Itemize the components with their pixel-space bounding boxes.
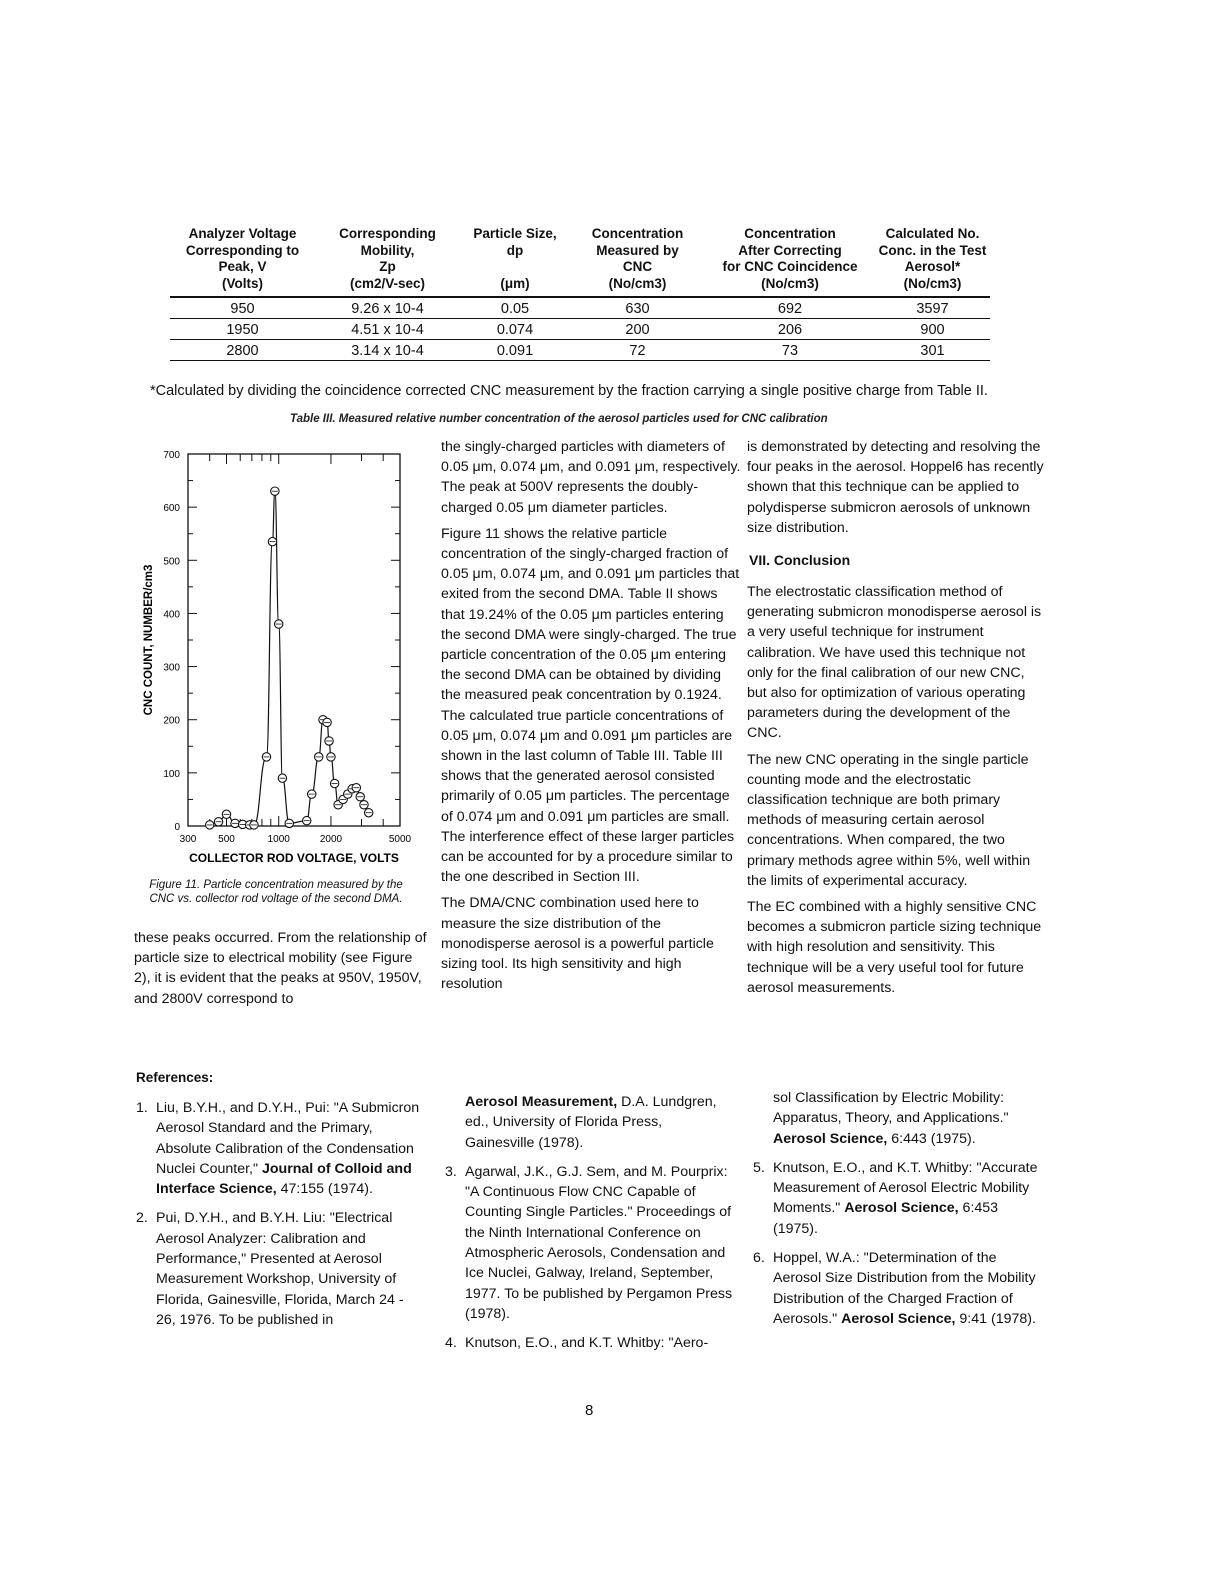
y-tick-label: 300 bbox=[163, 662, 180, 674]
reference-number: 2. bbox=[136, 1210, 148, 1227]
references-column-2 bbox=[445, 1092, 735, 1363]
table-cell: 3597 bbox=[875, 297, 990, 319]
reference-number: 5. bbox=[753, 1159, 765, 1176]
y-tick-label: 600 bbox=[163, 503, 180, 515]
series-line bbox=[210, 491, 369, 825]
table-cell: 0.091 bbox=[460, 340, 570, 361]
table-cell: 630 bbox=[570, 297, 705, 319]
paragraph: The EC combined with a highly sensitive CNC becomes a submicron particle sizing technique with high resolution and sensitivity. This technique will be a very useful tool for future aerosol measurements. bbox=[747, 899, 1042, 996]
text-column-1 bbox=[134, 928, 430, 1015]
paragraph: Figure 11 shows the relative particle concentration of the singly-charged fraction of 0.05 μm, 0.074 μm, and 0.091 μm particles that exited from the second DMA. Table II shows that 19.24% of the 0.05 μm particles entering the second DMA were singly-charged. The true particle concentration of the 0.05 μm entering the second DMA can be obtained by dividing the measured peak concentration by 0.1924. The calculated true particle concentrations of 0.05 μm, 0.074 μm and 0.091 μm particles are shown in the last column of Table III. Table III shows that the generated aerosol consisted primarily of 0.05 μm particles. The percentage of 0.074 μm and 0.091 μm particles are small. The interference effect of these larger particles can be accounted for by a procedure similar to the one described in Section III. bbox=[441, 525, 740, 886]
reference-text: 6:453 (1975). bbox=[773, 1200, 999, 1237]
plot-frame bbox=[188, 454, 400, 826]
y-tick-label: 700 bbox=[163, 450, 180, 461]
figure-11-chart bbox=[136, 440, 432, 870]
x-tick-label: 500 bbox=[218, 834, 235, 845]
table-footnote: *Calculated by dividing the coincidence corrected CNC measurement by the fraction carrying a single positive charge from Table II. bbox=[150, 383, 988, 399]
col-header: Concentration Measured by CNC (No/cm3) bbox=[570, 226, 705, 297]
table-cell: 0.074 bbox=[460, 319, 570, 340]
table-cell: 72 bbox=[570, 340, 705, 361]
references-column-1 bbox=[136, 1098, 426, 1339]
reference-text: 47:155 (1974). bbox=[276, 1181, 373, 1198]
y-tick-label: 0 bbox=[174, 822, 180, 833]
table-cell: 9.26 x 10-4 bbox=[315, 297, 460, 319]
y-tick-label: 400 bbox=[163, 609, 180, 621]
col-header: Corresponding Mobility, Zp (cm2/V-sec) bbox=[315, 226, 460, 297]
reference-text: Knutson, E.O., and K.T. Whitby: "Accurate Measurement of Aerosol Electric Mobility Moments." bbox=[773, 1159, 1038, 1217]
reference-item bbox=[136, 1208, 426, 1330]
section-heading: VII. Conclusion bbox=[749, 552, 851, 569]
reference-item-continued bbox=[445, 1092, 735, 1153]
data-table bbox=[170, 226, 990, 361]
table-cell: 692 bbox=[705, 297, 875, 319]
references-heading: References: bbox=[136, 1070, 214, 1085]
page-number: 8 bbox=[585, 1402, 594, 1419]
reference-item bbox=[136, 1098, 426, 1199]
y-tick-label: 200 bbox=[163, 715, 180, 727]
col-header: Concentration After Correcting for CNC Coincidence (No/cm3) bbox=[705, 226, 875, 297]
reference-journal: Aerosol Science, bbox=[773, 1130, 888, 1147]
y-axis-title: CNC COUNT, NUMBER/cm3 bbox=[143, 564, 155, 716]
table-cell: 3.14 x 10-4 bbox=[315, 340, 460, 361]
paragraph: The DMA/CNC combination used here to measure the size distribution of the monodisperse aerosol is a powerful particle sizing tool. Its high sensitivity and high resolution bbox=[441, 895, 714, 993]
reference-item-continued bbox=[753, 1088, 1043, 1149]
col-header: Analyzer Voltage Corresponding to Peak, V (Volts) bbox=[170, 226, 315, 297]
paragraph: the singly-charged particles with diameters of 0.05 μm, 0.074 μm, and 0.091 μm, respectively. The peak at 500V represents the doubly-charged 0.05 μm diameter particles. bbox=[441, 439, 741, 516]
table-cell: 1950 bbox=[170, 319, 315, 340]
reference-text: Liu, B.Y.H., and D.Y.H., Pui: "A Submicron Aerosol Standard and the Primary, Absolute Calibration of the Condensation Nuclei Counter," bbox=[156, 1100, 420, 1177]
reference-text: 6:443 (1975). bbox=[887, 1130, 976, 1147]
table-cell: 0.05 bbox=[460, 297, 570, 319]
x-tick-label: 1000 bbox=[267, 834, 290, 845]
reference-item bbox=[445, 1162, 735, 1324]
text-column-3 bbox=[747, 437, 1047, 1004]
table-row bbox=[170, 340, 990, 361]
table-row bbox=[170, 319, 990, 340]
col-header: Calculated No. Conc. in the Test Aerosol* (No/cm3) bbox=[875, 226, 990, 297]
reference-text: 9:41 (1978). bbox=[955, 1310, 1036, 1327]
reference-number: 1. bbox=[136, 1100, 148, 1116]
text-column-2 bbox=[441, 437, 741, 1000]
reference-journal: Aerosol Measurement, bbox=[465, 1094, 618, 1110]
reference-item bbox=[753, 1158, 1043, 1239]
x-tick-label: 2000 bbox=[319, 834, 343, 845]
reference-journal: Aerosol Science, bbox=[841, 1310, 956, 1327]
table-cell: 4.51 x 10-4 bbox=[315, 319, 460, 340]
table-header-row bbox=[170, 226, 990, 297]
paragraph: these peaks occurred. From the relationship of particle size to electrical mobility (see Figure 2), it is evident that the peaks at 950V, 1950V, and 2800V correspond to bbox=[134, 930, 427, 1007]
table-iii bbox=[170, 226, 990, 361]
paragraph: The new CNC operating in the single particle counting mode and the electrostatic classification technique are both primary methods of measuring certain aerosol concentrations. When compared, the two primary methods agree within 5%, well within the limits of experimental accuracy. bbox=[747, 751, 1031, 889]
table-cell: 2800 bbox=[170, 340, 315, 361]
table-cell: 950 bbox=[170, 297, 315, 319]
reference-journal: Aerosol Science, bbox=[844, 1200, 959, 1217]
paragraph: The electrostatic classification method of generating submicron monodisperse aerosol is a very useful technique for instrument calibration. We have used this technique not only for the final calibration of our new CNC, but also for optimization of various operating parameters during the development of the CNC. bbox=[747, 584, 1042, 742]
table-cell: 200 bbox=[570, 319, 705, 340]
reference-number: 6. bbox=[753, 1250, 765, 1267]
reference-text: Knutson, E.O., and K.T. Whitby: "Aero- bbox=[465, 1335, 709, 1352]
table-cell: 301 bbox=[875, 340, 990, 361]
reference-item bbox=[753, 1248, 1043, 1329]
chart-svg bbox=[136, 440, 432, 870]
reference-number: 3. bbox=[445, 1163, 457, 1180]
x-tick-label: 5000 bbox=[388, 834, 412, 845]
table-caption: Table III. Measured relative number concentration of the aerosol particles used for CNC calibration bbox=[290, 413, 828, 425]
table-cell: 206 bbox=[705, 319, 875, 340]
reference-text: Pui, D.Y.H., and B.Y.H. Liu: "Electrical Aerosol Analyzer: Calibration and Performance," Presented at Aerosol Measurement Workshop, University of Florida, Gainesville, Florida, March 24 - 26, 1976. To be published in bbox=[156, 1210, 404, 1328]
table-cell: 73 bbox=[705, 340, 875, 361]
references-column-3 bbox=[753, 1088, 1043, 1338]
paragraph: is demonstrated by detecting and resolving the four peaks in the aerosol. Hoppel6 has recently shown that this technique can be applied to polydisperse submicron aerosols of unknown size distribution. bbox=[747, 439, 1044, 536]
table-row bbox=[170, 297, 990, 319]
figure-caption: Figure 11. Particle concentration measured by the CNC vs. collector rod voltage of the second DMA. bbox=[149, 879, 403, 905]
reference-text: sol Classification by Electric Mobility: Apparatus, Theory, and Applications." bbox=[773, 1090, 1009, 1127]
table-cell: 900 bbox=[875, 319, 990, 340]
y-tick-label: 500 bbox=[163, 556, 180, 568]
reference-item bbox=[445, 1333, 735, 1353]
reference-journal: Journal of Colloid and Interface Science, bbox=[156, 1160, 412, 1198]
col-header: Particle Size, dp (μm) bbox=[460, 226, 570, 297]
y-tick-label: 100 bbox=[163, 768, 180, 780]
x-tick-label: 300 bbox=[179, 834, 197, 845]
reference-text: Hoppel, W.A.: "Determination of the Aerosol Size Distribution from the Mobility Distribution of the Charged Fraction of Aerosols." bbox=[773, 1250, 1036, 1327]
reference-number: 4. bbox=[445, 1335, 457, 1352]
reference-text: D.A. Lundgren, ed., University of Florida Press, Gainesville (1978). bbox=[465, 1094, 717, 1151]
x-axis-title: COLLECTOR ROD VOLTAGE, VOLTS bbox=[189, 851, 399, 865]
reference-text: Agarwal, J.K., G.J. Sem, and M. Pourprix: "A Continuous Flow CNC Capable of Counting Single Particles." Proceedings of the Ninth International Conference on Atmospheric Aerosols, Condensation and Ice Nuclei, Galway, Ireland, September, 1977. To be published by Pergamon Press (1978). bbox=[465, 1163, 733, 1322]
